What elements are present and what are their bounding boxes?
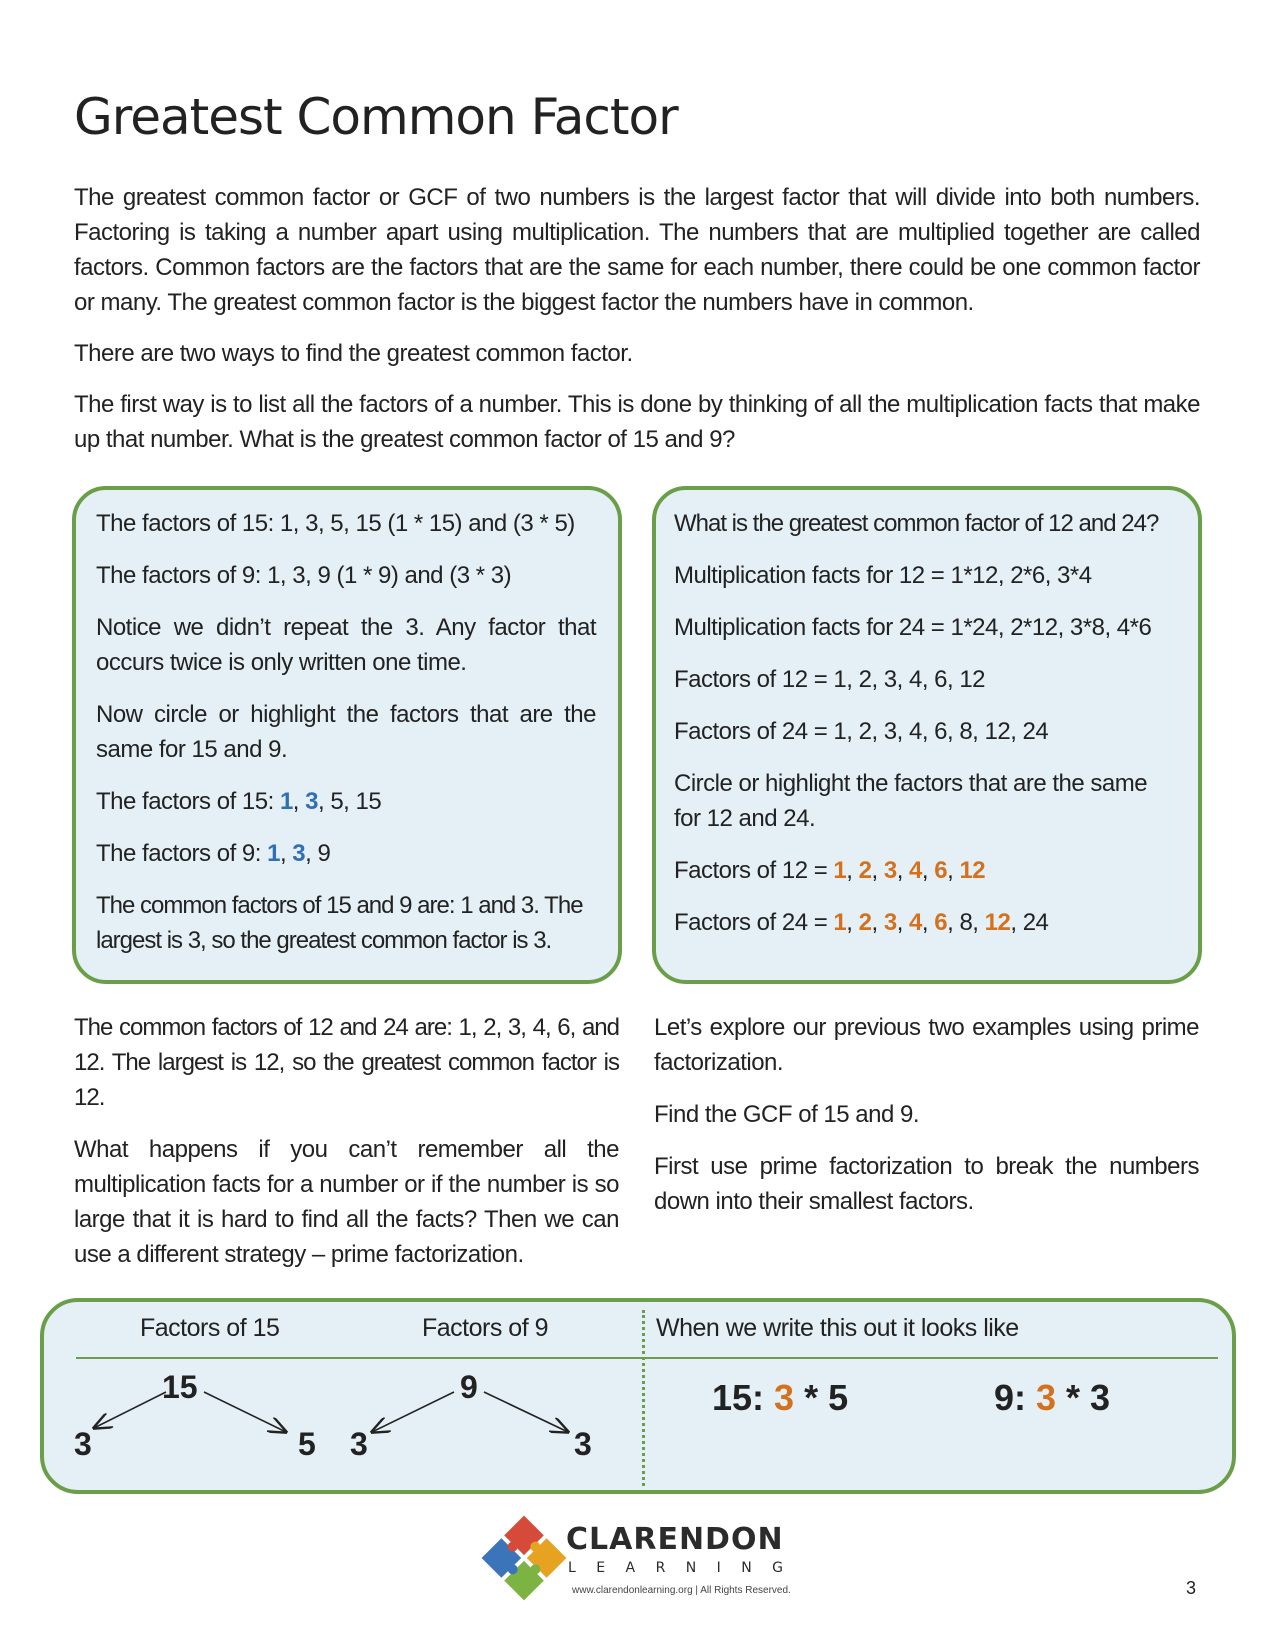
highlight-3: 3 (292, 840, 306, 867)
footer-url: www.clarendonlearning.org | All Rights Reserved. (572, 1585, 791, 1596)
arrow-9-left (372, 1392, 454, 1432)
left-column-text (74, 1010, 619, 1289)
expression-9: 9: 3 * 3 (994, 1377, 1111, 1418)
arrow-15-left (94, 1392, 166, 1428)
example-box-15-9 (72, 486, 622, 984)
explore-examples: Let’s explore our previous two examples using prime factorization. (654, 1014, 1199, 1076)
factor-tree-arrows (44, 1302, 644, 1492)
intro-paragraph-1: The greatest common factor or GCF of two numbers is the largest factor that will divide into both numbers. Factoring is taking a number apart using multiplication. The numbers that are multiplied together are called factors. Common factors are the factors that are the same for each number, there could be one common factor or many. The greatest common factor is the biggest factor the numbers have in common. (74, 184, 1200, 316)
heading-factors-9: Factors of 9 (422, 1314, 548, 1342)
intro-paragraph-2: There are two ways to find the greatest common factor. (74, 340, 633, 367)
highlighted-factors-9: The factors of 9: 1, 3, 9 (96, 840, 331, 867)
prime-factorization-step: First use prime factorization to break the numbers down into their smallest factors. (654, 1153, 1199, 1215)
mult-facts-24: Multiplication facts for 24 = 1*24, 2*12, 3*8, 4*6 (674, 614, 1152, 641)
highlighted-factors-24: Factors of 24 = 1, 2, 3, 4, 6, 8, 12, 24 (674, 909, 1049, 936)
page-title: Greatest Common Factor (74, 88, 678, 146)
intro-paragraph-3: The first way is to list all the factors of a number. This is done by thinking of all the multiplication facts that make up that number. What is the greatest common factor of 15 and 9? (74, 391, 1200, 453)
clarendon-logo-icon (478, 1512, 570, 1604)
question-12-24: What is the greatest common factor of 12 and 24? (674, 510, 1159, 537)
tree-15-left: 3 (74, 1426, 92, 1462)
highlight-1: 1 (279, 788, 293, 815)
logo-subtitle: L E A R N I N G (568, 1560, 792, 1576)
logo-wordmark: CLARENDON (566, 1522, 784, 1557)
heading-write-out: When we write this out it looks like (656, 1314, 1019, 1342)
find-gcf-15-9: Find the GCF of 15 and 9. (654, 1101, 919, 1128)
arrow-15-right (204, 1392, 286, 1432)
tree-9-left: 3 (350, 1426, 368, 1462)
highlighted-factors-12: Factors of 12 = 1, 2, 3, 4, 6, 12 (674, 857, 986, 884)
common-factors-conclusion: The common factors of 15 and 9 are: 1 and 3. The largest is 3, so the greatest common factor is 3. (96, 892, 583, 954)
arrow-9-right (484, 1392, 568, 1432)
tree-9-top: 9 (460, 1369, 478, 1405)
highlight-instruction: Now circle or highlight the factors that are the same for 15 and 9. (96, 701, 596, 763)
repeat-note: Notice we didn’t repeat the 3. Any factor that occurs twice is only written one time. (96, 614, 596, 676)
highlighted-factors-15: The factors of 15: 1, 3, 5, 15 (96, 788, 382, 815)
factors-24-line: Factors of 24 = 1, 2, 3, 4, 6, 8, 12, 24 (674, 718, 1049, 745)
highlight-3: 3 (305, 788, 318, 815)
common-factors-12-24: The common factors of 12 and 24 are: 1, 2, 3, 4, 6, and 12. The largest is 12, so the greatest common factor is 12. (74, 1014, 619, 1111)
heading-factors-15: Factors of 15 (140, 1314, 280, 1342)
factors-12-line: Factors of 12 = 1, 2, 3, 4, 6, 12 (674, 666, 986, 693)
prime-factorization-box (40, 1298, 1236, 1494)
prime-factorization-intro: What happens if you can’t remember all the multiplication facts for a number or if the number is so large that it is hard to find all the facts? Then we can use a different strategy – prime factorization. (74, 1136, 619, 1268)
highlight-1: 1 (267, 840, 280, 867)
tree-9-right: 3 (574, 1426, 592, 1462)
example-box-12-24 (652, 486, 1202, 984)
page-number: 3 (1186, 1578, 1197, 1598)
right-column-text (654, 1010, 1199, 1236)
expression-15: 15: 3 * 5 (712, 1377, 849, 1418)
mult-facts-12: Multiplication facts for 12 = 1*12, 2*6, 3*4 (674, 562, 1092, 589)
factors-15-line: The factors of 15: 1, 3, 5, 15 (1 * 15) and (3 * 5) (96, 510, 575, 537)
tree-15-right: 5 (298, 1426, 316, 1462)
highlight-instruction-12-24: Circle or highlight the factors that are the same for 12 and 24. (674, 770, 1148, 832)
intro-section (74, 180, 1200, 473)
tree-15-top: 15 (162, 1369, 198, 1405)
factors-9-line: The factors of 9: 1, 3, 9 (1 * 9) and (3 * 3) (96, 562, 512, 589)
